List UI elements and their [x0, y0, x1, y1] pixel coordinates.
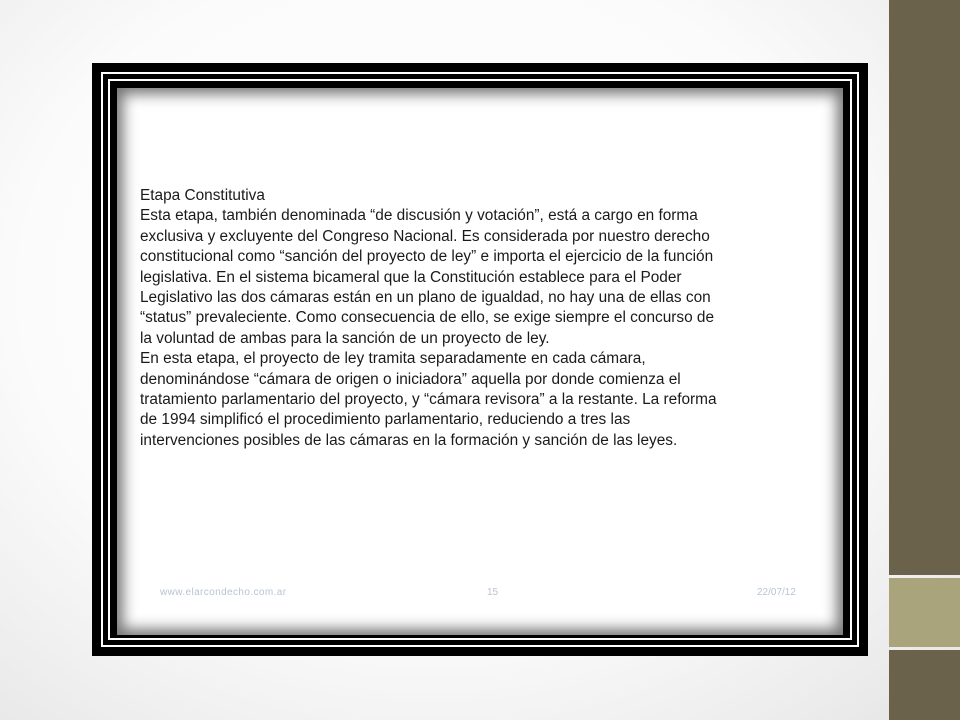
side-bar-bottom-block	[889, 650, 960, 720]
paragraph-line: “status” prevaleciente. Como consecuencia de ello, se exige siempre el concurso de	[140, 309, 715, 327]
paragraph-line: legislativa. En el sistema bicameral que la Constitución establece para el Poder	[140, 268, 682, 286]
paragraph-line: Legislativo las dos cámaras están en un plano de igualdad, no hay una de ellas con	[140, 289, 711, 307]
side-bar-top-block	[889, 0, 960, 575]
slide-text-block	[140, 186, 830, 451]
paragraph-line: la voluntad de ambas para la sanción de un proyecto de ley.	[140, 329, 550, 347]
paragraph-line: constitucional como “sanción del proyecto de ley” e importa el ejercicio de la función	[140, 248, 714, 266]
decorative-side-bar	[889, 0, 960, 720]
paragraph-line: tratamiento parlamentario del proyecto, y “cámara revisora” a la restante. La reforma	[140, 391, 717, 409]
paragraph-line: de 1994 simplificó el procedimiento parlamentario, reduciendo a tres las	[140, 411, 631, 429]
side-bar-middle-block	[889, 578, 960, 647]
paragraph-line: exclusiva y excluyente del Congreso Nacional. Es considerada por nuestro derecho	[140, 227, 710, 245]
paragraph-line: En esta etapa, el proyecto de ley tramita separadamente en cada cámara,	[140, 350, 646, 368]
footer-website: www.elarcondecho.com.ar	[160, 587, 287, 598]
paragraph-line: intervenciones posibles de las cámaras en la formación y sanción de las leyes.	[140, 431, 678, 449]
paragraph-line: Esta etapa, también denominada “de discusión y votación”, está a cargo en forma	[140, 207, 698, 225]
slide-title: Etapa Constitutiva	[140, 187, 265, 204]
footer-date: 22/07/12	[757, 587, 796, 598]
paragraph-line: denominándose “cámara de origen o iniciadora” aquella por donde comienza el	[140, 370, 681, 388]
footer-page-number: 15	[487, 587, 499, 598]
